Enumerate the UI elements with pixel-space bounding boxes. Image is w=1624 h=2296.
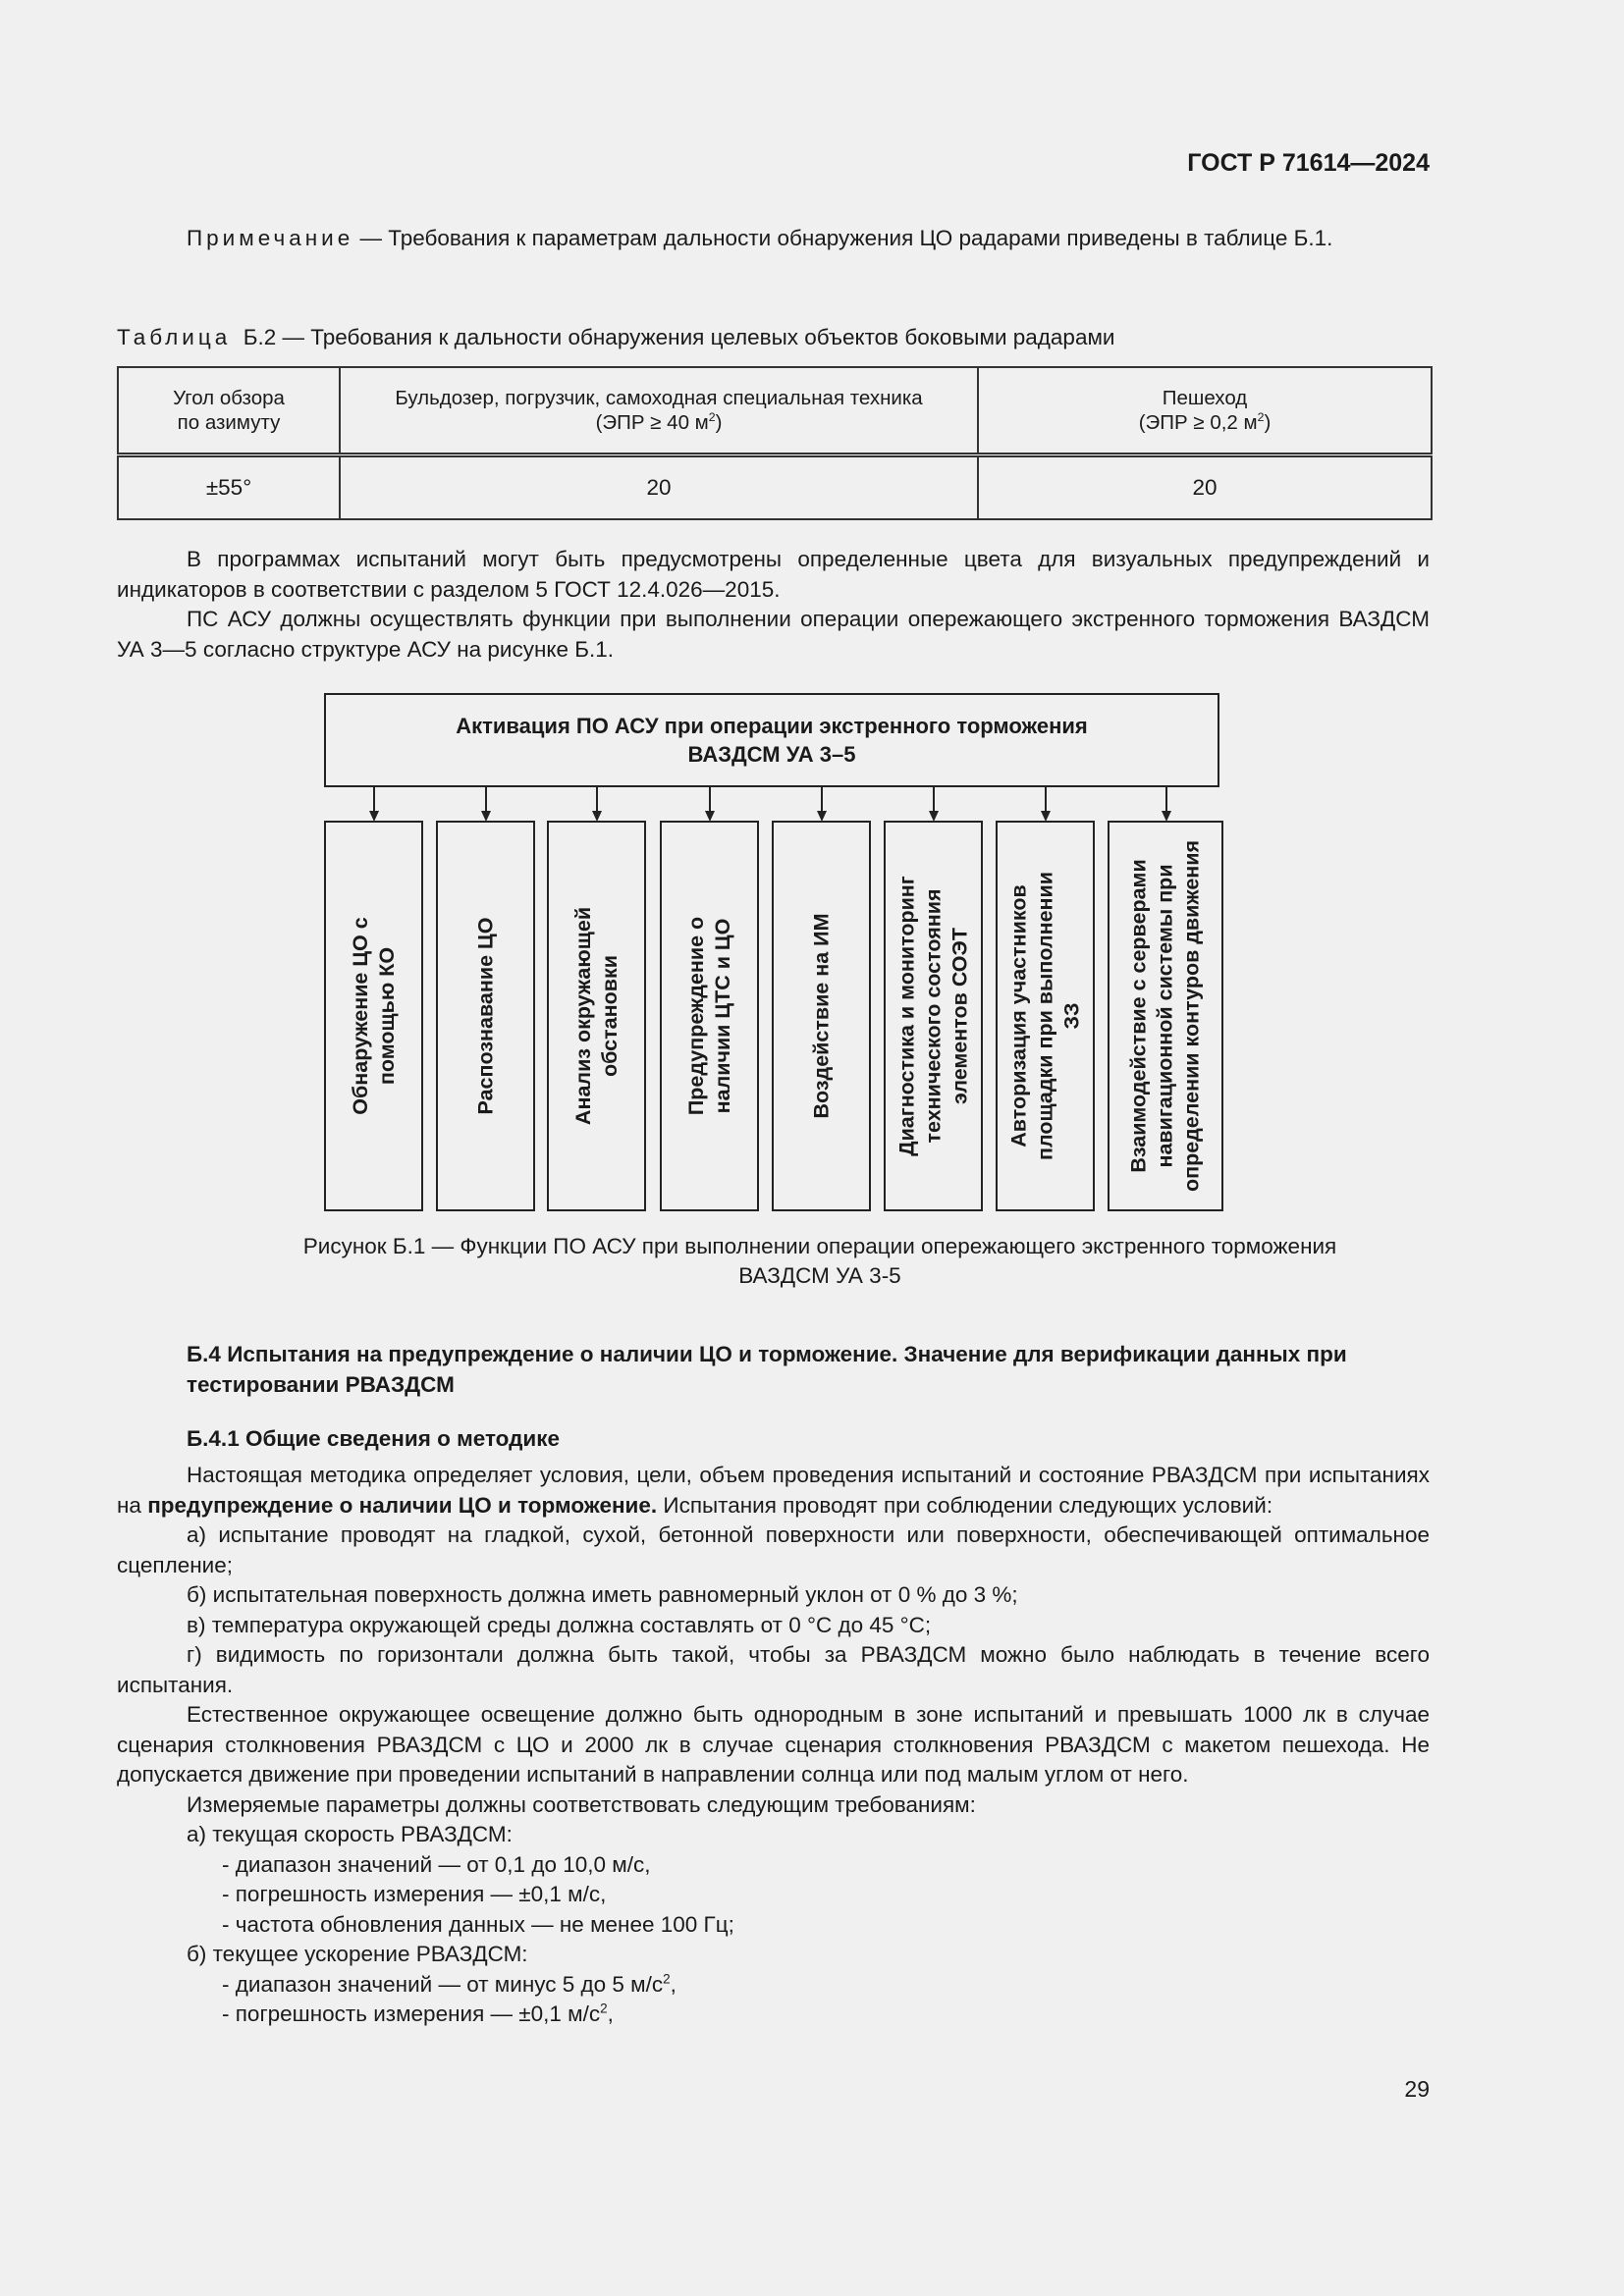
function-box (772, 821, 871, 1211)
table-caption (117, 325, 1115, 350)
dash-item: - частота обновления данных — не менее 100 Гц; (222, 1911, 734, 1937)
list-item: в) температура окружающей среды должна составлять от 0 °С до 45 °С; (187, 1612, 932, 1637)
dash-item (117, 1970, 1430, 2001)
subsection-title: Б.4.1 Общие сведения о методике (187, 1426, 561, 1451)
table-header-cell (340, 367, 978, 455)
arrow-line (485, 787, 487, 813)
header-sup: 2 (1257, 410, 1265, 425)
dash-text: - погрешность измерения — ±0,1 м/с (222, 2002, 601, 2026)
table-row (118, 455, 1432, 520)
function-box (660, 821, 759, 1211)
list-item: б) испытательная поверхность должна иметь равномерный уклон от 0 % до 3 %; (187, 1582, 1018, 1607)
function-text: Авторизация участников (1006, 884, 1030, 1148)
dash-item (117, 2000, 1430, 2030)
function-box (436, 821, 535, 1211)
page-number: 29 (1404, 2076, 1430, 2102)
function-box (547, 821, 646, 1211)
arrow-line (373, 787, 375, 813)
function-box (884, 821, 983, 1211)
diagram-root-text: ВАЗДСМ УА 3–5 (687, 742, 856, 767)
function-text: Предупреждение о (683, 916, 708, 1116)
arrow-line (596, 787, 598, 813)
dash-sup: 2 (663, 1971, 671, 1986)
function-text: Анализ окружающей (570, 906, 595, 1126)
arrow-line (1045, 787, 1047, 813)
intro-paragraphs (117, 545, 1430, 665)
function-text: обстановки (597, 955, 622, 1077)
standard-header: ГОСТ Р 71614—2024 (1187, 149, 1430, 177)
dash-sup: 2 (600, 2001, 608, 2016)
header-text: по азимуту (177, 411, 281, 434)
header-text: ) (715, 411, 723, 434)
table-header-cell (978, 367, 1432, 455)
methodology-body (117, 1461, 1430, 2030)
header-sup: 2 (708, 410, 716, 425)
paragraph: Естественное окружающее освещение должно быть однородным в зоне испытаний и превышать 1000 лк в случае сценария столкновения РВАЗДСМ с ЦО и 2000 лк в случае сценария столкновения РВАЗДСМ с макетом пешехода. Не допускается движение при проведении испытаний в направлении солнца или под малым углом от него. (117, 1702, 1430, 1787)
note-label: Примечание (187, 226, 354, 250)
paragraph (117, 1461, 1430, 1521)
arrow-line (933, 787, 935, 813)
dash-item: - погрешность измерения — ±0,1 м/с, (222, 1882, 607, 1906)
function-text: Диагностика и мониторинг (894, 876, 918, 1156)
dash-item: - диапазон значений — от 0,1 до 10,0 м/с, (222, 1851, 651, 1877)
function-text: площадки при выполнении (1033, 872, 1056, 1160)
paragraph: В программах испытаний могут быть предусмотрены определенные цвета для визуальных предупреждений и индикаторов в соответствии с разделом 5 ГОСТ 12.4.026—2015. (117, 547, 1430, 602)
table-caption-text: Б.2 — Требования к дальности обнаружения целевых объектов боковыми радарами (243, 325, 1115, 349)
arrow-line (1165, 787, 1167, 813)
function-text: элементов СОЭТ (947, 928, 971, 1104)
dash-text: , (670, 1971, 677, 1997)
dash-text: , (607, 2002, 614, 2026)
arrow-line (821, 787, 823, 813)
list-item: а) текущая скорость РВАЗДСМ: (187, 1822, 513, 1846)
function-text: ЗЗ (1059, 1002, 1083, 1030)
paragraph: ПС АСУ должны осуществлять функции при выполнении операции опережающего экстренного торможения ВАЗДСМ УА 3—5 согласно структуре АСУ на рисунке Б.1. (117, 607, 1430, 662)
paragraph-text: Настоящая методика определяет условия, цели, объем проведения испытаний и состояние РВАЗДСМ при испытаниях на (117, 1463, 1430, 1518)
header-text: Угол обзора (173, 387, 285, 409)
paragraph: Измеряемые параметры должны соответствовать следующим требованиям: (187, 1791, 976, 1817)
header-text: ) (1264, 411, 1272, 434)
paragraph-text: Испытания проводят при соблюдении следующих условий: (657, 1492, 1273, 1518)
figure-caption-text: Рисунок Б.1 — Функции ПО АСУ при выполнении операции опережающего экстренного торможения (302, 1234, 1337, 1258)
arrow-line (709, 787, 711, 813)
table-cell: ±55° (118, 455, 340, 520)
function-text: Распознавание ЦО (473, 917, 497, 1115)
header-text: (ЭПР ≥ 0,2 м (1138, 411, 1258, 434)
list-item: а) испытание проводят на гладкой, сухой, бетонной поверхности или поверхности, обеспечивающей оптимальное сцепление; (117, 1522, 1430, 1577)
function-text: технического состояния (921, 888, 945, 1144)
table-caption-label: Таблица (117, 325, 232, 349)
function-text: Обнаружение ЦО с (348, 917, 372, 1115)
function-box (996, 821, 1095, 1211)
header-text: Бульдозер, погрузчик, самоходная специальная техника (395, 387, 923, 409)
note-text: — Требования к параметрам дальности обнаружения ЦО радарами приведены в таблице Б.1. (353, 226, 1333, 250)
list-item: б) текущее ускорение РВАЗДСМ: (187, 1942, 528, 1966)
function-box (324, 821, 423, 1211)
function-box (1108, 821, 1223, 1211)
figure-caption (117, 1232, 1523, 1291)
function-text: определении контуров движения (1179, 839, 1204, 1193)
table-header-cell (118, 367, 340, 455)
figure-caption-text: ВАЗДСМ УА 3-5 (738, 1263, 901, 1288)
diagram-root-box (324, 693, 1219, 787)
paragraph-bold: предупреждение о наличии ЦО и торможение. (147, 1492, 658, 1518)
function-text: наличии ЦТС и ЦО (710, 918, 734, 1114)
section-title: Б.4 Испытания на предупреждение о наличии ЦО и торможение. Значение для верификации данных при тестировании РВАЗДСМ (187, 1342, 1347, 1397)
table-cell: 20 (978, 455, 1432, 520)
table-cell: 20 (340, 455, 978, 520)
list-item: г) видимость по горизонтали должна быть такой, чтобы за РВАЗДСМ можно было наблюдать в течение всего испытания. (117, 1642, 1430, 1697)
detection-range-table (117, 366, 1433, 520)
table-header-row (118, 367, 1432, 455)
function-text: помощью КО (374, 946, 399, 1086)
function-text: Воздействие на ИМ (809, 913, 833, 1119)
function-text: Взаимодействие с серверами (1126, 859, 1151, 1173)
diagram-root-text: Активация ПО АСУ при операции экстренного торможения (456, 714, 1088, 738)
note-block (117, 224, 1430, 254)
function-text: навигационной системы при (1153, 864, 1177, 1168)
header-text: Пешеход (1162, 387, 1248, 409)
header-text: (ЭПР ≥ 40 м (595, 411, 709, 434)
dash-text: - диапазон значений — от минус 5 до 5 м/с (222, 1971, 664, 1997)
